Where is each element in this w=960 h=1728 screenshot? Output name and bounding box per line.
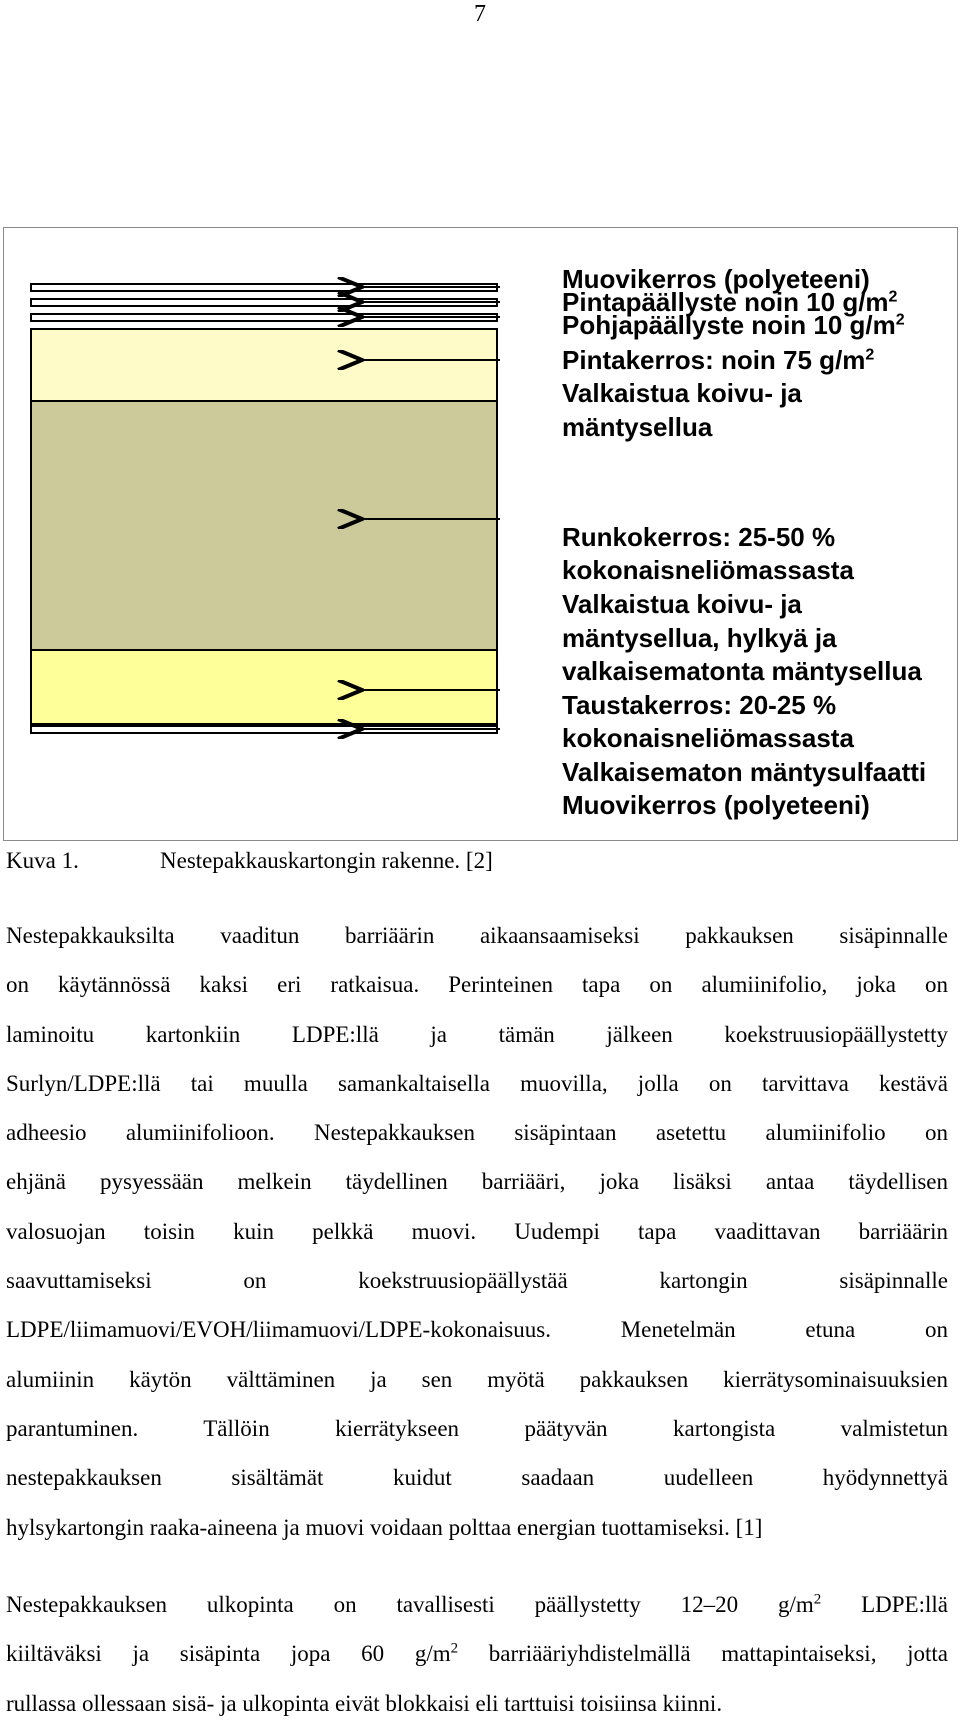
paragraph-line: laminoitu kartonkiin LDPE:llä ja tämän jälkeen koekstruusiopäällystetty	[6, 1021, 948, 1047]
paragraph-line: valosuojan toisin kuin pelkkä muovi. Uudempi tapa vaadittavan barriäärin	[6, 1218, 948, 1244]
paragraph-line: ehjänä pysyessään melkein täydellinen barriääri, joka lisäksi antaa täydellisen	[6, 1169, 948, 1195]
label-surface-coating-text: Pintapäällyste noin 10 g/m	[562, 287, 889, 317]
paragraph-line: Surlyn/LDPE:llä tai muulla samankaltaisella muovilla, jolla on tarvittava kestävä	[6, 1070, 948, 1096]
label-top-ply-desc-1: Valkaistua koivu- ja	[562, 378, 802, 408]
paragraph-line: adheesio alumiinifolioon. Nestepakkauksen sisäpintaan asetettu alumiinifolio on	[6, 1120, 948, 1146]
p2-line2-text-end: barriääriyhdistelmällä mattapintaiseksi, jotta	[458, 1641, 948, 1667]
label-plastic-bottom: Muovikerros (polyeteeni)	[562, 790, 870, 820]
paragraph-line: Nestepakkauksilta vaaditun barriäärin aikaansaamiseksi pakkauksen sisäpinnalle	[6, 923, 948, 948]
p2-line2-text: kiiltäväksi ja sisäpinta jopa 60 g/m	[6, 1641, 451, 1667]
p2-line1-text: Nestepakkauksen ulkopinta on tavallisesti päällystetty 12–20 g/m	[6, 1592, 814, 1617]
p2-line1-text-end: LDPE:llä	[821, 1592, 948, 1617]
paragraph-line: parantuminen. Tällöin kierrätykseen päätyvän kartongista valmistetun	[6, 1415, 948, 1441]
caption-label: Kuva 1.	[6, 848, 79, 873]
label-surface-coating-sup: 2	[888, 288, 898, 306]
label-base-coating-sup: 2	[895, 311, 905, 329]
label-back-ply: Taustakerros: 20-25 %	[562, 690, 837, 720]
figure-caption	[6, 846, 493, 876]
label-middle-ply: Runkokerros: 25-50 %	[562, 522, 836, 552]
p2-line2-sup: 2	[450, 1640, 459, 1657]
label-base-coating-text: Pohjapäällyste noin 10 g/m	[562, 310, 896, 340]
label-middle-ply-share: kokonaisneliömassasta	[562, 555, 854, 585]
page-number: 7	[474, 1, 486, 27]
paragraph-line: on käytännössä kaksi eri ratkaisua. Perinteinen tapa on alumiinifolio, joka on	[6, 972, 948, 998]
p2-line1-sup: 2	[813, 1591, 822, 1608]
paragraph-line	[6, 1629, 948, 1678]
label-top-ply	[562, 345, 874, 376]
label-back-ply-desc: Valkaisematon mäntysulfaatti	[562, 757, 927, 787]
paragraph-line: LDPE/liimamuovi/EVOH/liimamuovi/LDPE-kokonaisuus. Menetelmän etuna on	[6, 1317, 948, 1343]
label-middle-ply-desc-1: Valkaistua koivu- ja	[562, 589, 802, 619]
label-top-ply-desc-2: mäntysellua	[562, 412, 713, 442]
label-middle-ply-desc-2: mäntysellua, hylkyä ja	[562, 623, 837, 653]
paragraph-line	[6, 1580, 948, 1629]
paragraph-1	[6, 911, 948, 1552]
caption-text: Nestepakkauskartongin rakenne. [2]	[160, 848, 493, 873]
label-base-coating	[562, 310, 905, 341]
label-plastic-top: Muovikerros (polyeteeni)	[562, 264, 870, 294]
paragraph-line: alumiinin käytön välttäminen ja sen myötä pakkauksen kierrätysominaisuuksien	[6, 1366, 948, 1392]
paragraph-line: nestepakkauksen sisältämät kuidut saadaan uudelleen hyödynnettyä	[6, 1465, 948, 1491]
paragraph-line: hylsykartongin raaka-aineena ja muovi voidaan polttaa energian tuottamiseksi. [1]	[6, 1514, 763, 1540]
label-middle-ply-desc-3: valkaisematonta mäntysellua	[562, 656, 922, 686]
label-back-ply-share: kokonaisneliömassasta	[562, 723, 854, 753]
paragraph-line: rullassa ollessaan sisä- ja ulkopinta eivät blokkaisi eli tarttuisi toisiinsa kiinni.	[6, 1690, 723, 1716]
label-top-ply-sup: 2	[865, 346, 875, 364]
label-top-ply-text: Pintakerros: noin 75 g/m	[562, 345, 866, 375]
paragraph-2	[6, 1580, 948, 1728]
paragraph-line: saavuttamiseksi on koekstruusiopäällystää kartongin sisäpinnalle	[6, 1268, 948, 1294]
